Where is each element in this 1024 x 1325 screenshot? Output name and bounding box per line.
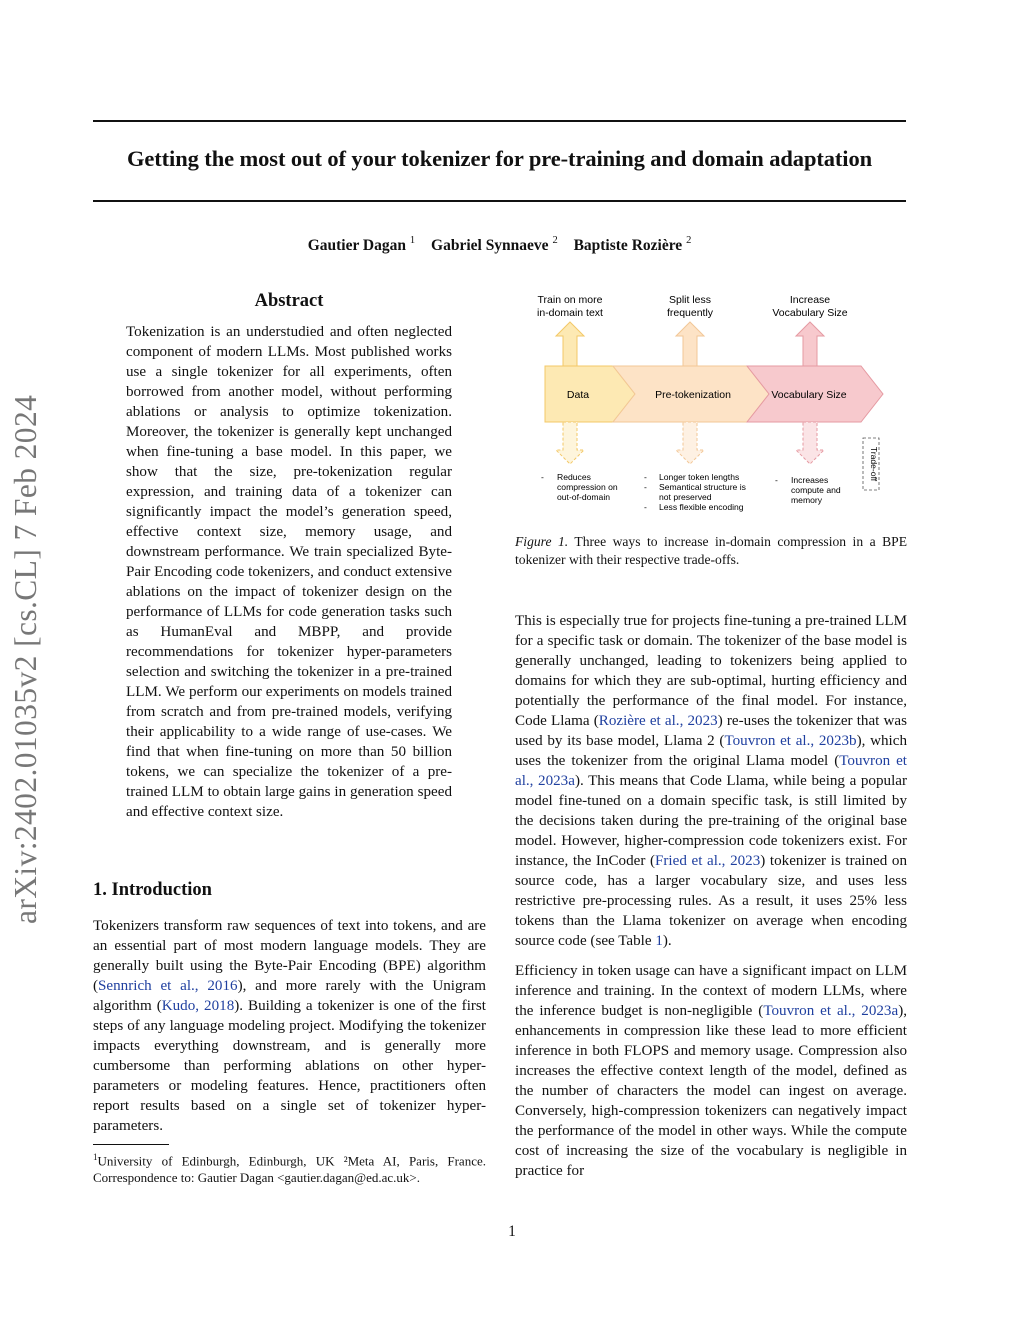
svg-text:-: - [541,472,544,482]
citation-link[interactable]: 1 [655,933,663,949]
top-label: Train on more [537,294,603,306]
paragraph: Tokenizers transform raw sequences of text into tokens, and are an essential part of most modern language models. They are generally built using the Byte-Pair Encoding (BPE) algorithm (Sennrich et al., 2016), and more rarely with the Unigram algorithm (Kudo, 2018). Building a tokenizer is one of the first steps of any language modeling project. Modifying the tokenizer impacts everything downstream, and is generally more cumbersome than performing ablations on other hyper-parameters or modeling features. Hence, practitioners often report results based on a single set of tokenizer hyper-parameters. [93,918,486,1134]
stage-label: Data [566,389,590,401]
title-rule [93,200,906,202]
up-arrow [556,322,584,366]
down-arrow [556,422,584,464]
paper-title: Getting the most out of your tokenizer for pre-training and domain adaptation [126,146,873,171]
svg-text:-: - [644,482,647,492]
right-column-text [515,611,907,1181]
top-rule [93,120,906,122]
figure-1-diagram [515,288,907,526]
svg-text:Increases: Increases [791,475,829,485]
section-heading-introduction: 1. Introduction [93,880,212,900]
tradeoff-list [644,472,746,512]
citation-link[interactable]: Sennrich et al., 2016 [98,978,238,994]
up-arrow [796,322,824,366]
svg-text:Less flexible encoding: Less flexible encoding [659,502,744,512]
paragraph: This is especially true for projects fine-tuning a pre-trained LLM for a specific task or domain. The tokenizer of the base model is generally unchanged, leading to tokenizers being applied to domains for which they are sub-optimal, hurting efficiency and potentially the performance of the final model. For instance, Code Llama (Rozière et al., 2023) re-uses the tokenizer that was used by its base model, Llama 2 (Touvron et al., 2023b), which uses the tokenizer from the original Llama model (Touvron et al., 2023a). This means that Code Llama, while being a popular model fine-tuned on a domain specific task, is still limited by the decisions taken during the pre-training of the original base model. However, higher-compression code tokenizers exist. For instance, the InCoder (Fried et al., 2023) tokenizer is trained on source code, has a larger vocabulary size, and uses less restrictive pre-processing rules. As a result, it uses 25% less tokens than the Llama tokenizer on average when encoding source code (see Table 1). [515,613,908,949]
citation-link[interactable]: Rozière et al., 2023 [598,713,718,729]
down-arrow [676,422,704,464]
paragraph: Efficiency in token usage can have a significant impact on LLM inference and training. In the context of modern LLMs, where the inference budget is non-negligible (Touvron et al., 2023a), enhancements in compression like these lead to more efficient inference in both FLOPS and memory usage. Compression also increases the effective context length of the model, defined as the number of characters the model can ingest on average. Conversely, high-compression tokenizers can negatively impact the performance of the model in other ways. While the compute cost of increasing the size of the vocabulary is negligible in practice for [515,963,907,1179]
svg-text:Semantical structure is: Semantical structure is [659,482,746,492]
tradeoff-list [775,475,841,505]
author: Baptiste Rozière $^2$ [573,235,692,255]
svg-text:memory: memory [791,495,823,505]
footnote: $^1$University of Edinburgh, Edinburgh, UK ²Meta AI, Paris, France. Correspondence to: Gautier Dagan <gautier.dagan@ed.ac.uk>. [93,1152,486,1185]
intro-paragraph [93,916,486,1136]
svg-text:-: - [644,502,647,512]
top-label: in-domain text [537,307,603,319]
author-list [93,236,906,255]
top-label: Increase [789,294,831,306]
top-label: Vocabulary Size [772,307,848,319]
tradeoff-list [541,472,618,502]
arxiv-identifier: arXiv:2402.01035v2 [cs.CL] 7 Feb 2024 [8,394,43,924]
figure-caption: Figure 1. Three ways to increase in-domain compression in a BPE tokenizer with their respective trade-offs. [515,534,908,567]
author: Gautier Dagan $^1$ [307,235,416,255]
svg-text:out-of-domain: out-of-domain [557,492,611,502]
svg-text:compute and: compute and [791,485,841,495]
author: Gabriel Synnaeve $^2$ [431,235,558,255]
page-number: 1 [508,1223,516,1240]
svg-text:compression on: compression on [557,482,618,492]
citation-link[interactable]: Touvron et al., 2023a [763,1003,899,1019]
abstract-heading: Abstract [254,291,324,311]
top-label: Split less [668,294,712,306]
citation-link[interactable]: Touvron et al., 2023b [724,733,857,749]
svg-text:Longer token lengths: Longer token lengths [659,472,740,482]
down-arrow [796,422,824,464]
abstract-text: Tokenization is an understudied and often neglected component of modern LLMs. Most published works use a single tokenizer for all experiments, often borrowed from another model, without performing ablations or analysis to optimize tokenization. Moreover, the tokenizer is generally kept unchanged when fine-tuning a base model. In this paper, we show that the size, pre-tokenization regular expression, and training data of a tokenizer can significantly impact the model’s generation speed, effective context size, memory usage, and downstream performance. We train specialized Byte-Pair Encoding code tokenizers, and conduct extensive ablations on the impact of tokenizer design on the performance of LLMs for code generation tasks such as HumanEval and MBPP, and provide recommendations for tokenizer hyper-parameters selection and switching the tokenizer in a pre-trained LLM. We perform our experiments on models trained from scratch and from pre-trained models, verifying their applicability to a wide range of use-cases. We find that when fine-tuning on more than 50 billion tokens, we can specialize the tokenizer of a pre-trained LLM to obtain large gains in generation speed and effective context size. [126,324,452,820]
stage-label: Pre-tokenization [655,389,731,401]
up-arrow [676,322,704,366]
svg-text:-: - [775,475,778,485]
svg-text:Reduces: Reduces [557,472,591,482]
svg-text:-: - [644,472,647,482]
top-label: frequently [666,307,714,319]
footnote-rule [93,1144,169,1145]
citation-link[interactable]: Fried et al., 2023 [655,853,761,869]
citation-link[interactable]: Kudo, 2018 [161,998,235,1014]
citation-link[interactable]: Touvron et al., 2023a [515,753,908,789]
stage-label: Vocabulary Size [771,389,847,401]
svg-text:not preserved: not preserved [659,492,712,502]
tradeoff-side-label: Trade-off [869,446,879,482]
